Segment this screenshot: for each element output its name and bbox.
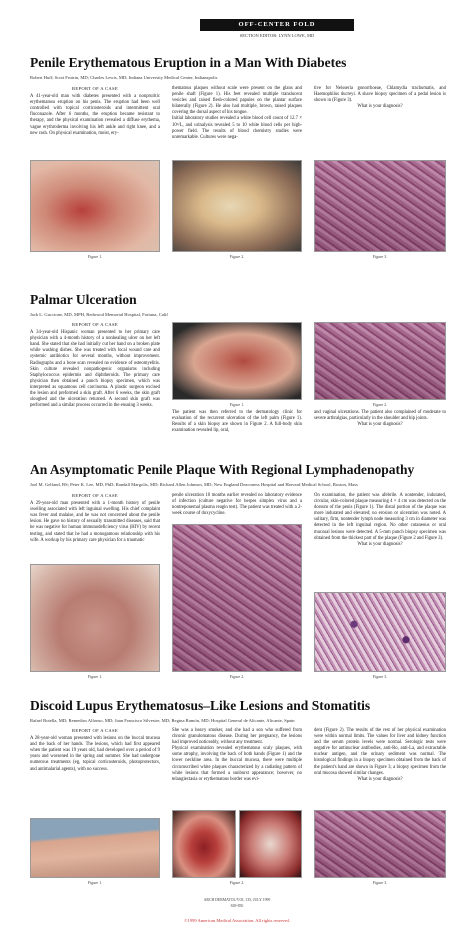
case-2-figure-1 <box>172 322 302 407</box>
case-1-text-2: thematous plaques without scale were present on the glans and penile shaft (Figure 1). His feet revealed multiple translucent vesicles and raised flesh-colored papules on the plantar surface bilaterally (Figure 2). He also had multiple, brown, raised plaques covering the dorsal aspect of his tongue. Initial laboratory studies revealed a white blood cell count of 12.7 × 10⁹/L, and urinalysis revealed 5 to 10 white blood cells per high-power field. The results of blood chemistry studies were unremarkable. Cultures were nega- <box>172 86 302 140</box>
case-3-figure-2 <box>172 524 302 679</box>
case-1-question: What is your diagnosis? <box>357 104 403 110</box>
journal-citation: ARCH DERMATOL/VOL 135, JULY 1999 <box>203 898 271 902</box>
case-1-figure-3 <box>314 160 446 259</box>
case-3-figure-1 <box>30 564 160 679</box>
case-1-authors: Robert Huff; Scott Frutrin, MD; Charles Lewis, MD; Indiana University Medical Center, Indianapolis <box>30 75 218 80</box>
case-4-col-3 <box>314 728 446 783</box>
plantar-lesions-photo <box>172 160 302 252</box>
case-3-col-3 <box>314 493 446 548</box>
case-2-text-1: A 34-year-old Hispanic woman presented to her primary care physician with a 4-month history of a nonhealing ulcer on her left hand. She stated that she had initially cut her hand on a broken plate while washing dishes. She was treated with local wound care and systemic antibiotics for several months, without improvement. Radiographs and a bone scan revealed no evidence of osteomyelitis. Skin culture revealed nonpathogenic organisms including Staphylococcus epidermis and diphtheroids. The primary care physician then obtained a punch biopsy specimen, which was interpreted as squamous cell carcinoma. A plastic surgeon excised the lesion and preformed a skin graft. After 6 weeks, the skin graft sloughed and the ulceration returned. A second skin graft was performed and a similar process occurred in the ensuing 3 weeks. <box>30 330 160 409</box>
case-2-figure-2 <box>314 322 446 407</box>
case-3-text-3: On examination, the patient was afebrile. A nontender, indurated, circular, skin-colored plaque measuring 4 × 4 cm was detected on the dorsum of the penis (Figure 1). The distal portion of the plaque was more indurated and elevated; no erosion or ulceration was noted. A solitary, firm, nontender lymph node measuring 3 cm in diameter was detected in the left inguinal region. No other cutaneous or oral mucosal lesions were detected. A 5-mm punch biopsy specimen was obtained from the thickest part of the plaque (Figure 2 and Figure 3). <box>314 493 446 541</box>
case-4-col-1 <box>30 728 160 773</box>
hand-plaques-photo <box>30 818 160 878</box>
case-4-figure-1-caption: Figure 1. <box>87 880 103 885</box>
case-3-figure-1-caption: Figure 1. <box>87 674 103 679</box>
case-2-col-1 <box>30 322 160 409</box>
case-4-title: Discoid Lupus Erythematosus–Like Lesions and Stomatitis <box>30 698 371 713</box>
hand-biopsy-micrograph <box>314 810 446 878</box>
case-3-col-1 <box>30 493 160 544</box>
case-1-col-3 <box>314 86 446 110</box>
penile-plaque-photo <box>30 564 160 672</box>
case-4-question: What is your diagnosis? <box>357 776 403 782</box>
case-2-title: Palmar Ulceration <box>30 292 137 307</box>
palmar-ulcer-photo <box>172 322 302 400</box>
case-3-question: What is your diagnosis? <box>357 541 403 547</box>
case-3 <box>30 462 448 488</box>
case-2-heading: REPORT OF A CASE <box>72 322 118 327</box>
oral-mucosa-photos <box>172 810 302 878</box>
case-4-authors: Rafael Botella, MD; Remedios Alfonso, MD; Juan Francisco Silvestre, MD; Regina Ramón, MD; Hospital General de Alicante, Alicante, Spain <box>30 718 295 723</box>
tongue-photo <box>239 810 303 878</box>
case-1-figure-3-caption: Figure 3. <box>372 254 388 259</box>
case-2-text-3: and vaginal ulcerations. The patient also complained of moderate to severe arthralgias, particularly in the shoulder and hip joints. <box>314 410 446 422</box>
case-4-figure-1 <box>30 818 160 885</box>
case-3-heading: REPORT OF A CASE <box>72 493 118 498</box>
case-2-figure-1-caption: Figure 1. <box>229 402 245 407</box>
case-3-figure-2-caption: Figure 2. <box>229 674 245 679</box>
case-1-figure-2-caption: Figure 2. <box>229 254 245 259</box>
department-banner: OFF-CENTER FOLD <box>200 19 354 31</box>
case-1-text-3: tive for Neisseria gonorrhoeae, Chlamydia trachomatis, and Haemophilus ducreyi. A shave biopsy specimen of a pedal lesion is shown in (Figure 3). <box>314 86 446 104</box>
case-1-title: Penile Erythematous Eruption in a Man With Diabetes <box>30 55 347 70</box>
plaque-biopsy-micrograph-high <box>314 592 446 672</box>
case-4-figure-3 <box>314 810 446 885</box>
case-1-figure-1-caption: Figure 1. <box>87 254 103 259</box>
case-4-text-2: She was a heavy smoker, and she had a son who suffered from chronic granulomatous disease. During her pregnancy, the lesions had improved noticeably, without any treatment. Physical examination revealed erythematous scaly plaques, with some atrophy, involving the back of both hands (Figure 1) and the lower neckline area. In the buccal mucosa, there were multiple circumscribed white plaques characterized by a radiating pattern of white lesions that formed a sunburst appearance; however, no telangiectasia or erythematous border was evi- <box>172 728 302 782</box>
case-2-text-2: The patient was then referred to the dermatology clinic for evaluation of the recurrent ulceration of the left palm (Figure 1). Results of a skin biopsy are shown in Figure 2. A full-body skin examination revealed lip, oral, <box>172 410 302 434</box>
copyright-notice: ©1999 American Medical Association. All rights reserved. <box>184 918 290 923</box>
case-3-authors: Joel M. Gelfand, BS; Peter K. Lee, MD, PhD; Randall Margolis, MD; Richard Allen Johnson, MD; New England Deaconess Hospital and Harvard Medical School, Boston, Mass <box>30 482 358 487</box>
case-2-question: What is your diagnosis? <box>357 422 403 428</box>
case-2-col-3 <box>314 410 446 428</box>
case-4-heading: REPORT OF A CASE <box>72 728 118 733</box>
case-4-figure-2 <box>172 810 302 885</box>
case-1-col-1 <box>30 86 160 137</box>
case-2 <box>30 292 448 318</box>
case-2-figure-2-caption: Figure 2. <box>372 402 388 407</box>
case-2-authors: Jack L. Guccione, MD, MPH, Redwood Memorial Hospital, Fortuna, Calif <box>30 312 168 317</box>
case-1 <box>30 55 448 81</box>
skin-biopsy-micrograph <box>314 322 446 400</box>
case-4-figure-3-caption: Figure 3. <box>372 880 388 885</box>
section-editor: SECTION EDITOR: LYNN LOWE, MD <box>239 33 315 38</box>
case-3-text-1: A 29-year-old man presented with a 1-month history of penile swelling associated with left inguinal swelling. His chief complaint was fever and malaise, and he was not concerned about the penile lesion. He gave no history of sexually transmitted diseases, said that he was negative for human immunodeficiency virus (HIV) by recent testing, and stated that he had a monogamous relationship with his wife. A workup by his primary care physician for a traumatic <box>30 501 160 543</box>
case-1-figure-1 <box>30 160 160 259</box>
case-1-figure-2 <box>172 160 302 259</box>
case-1-heading: REPORT OF A CASE <box>72 86 118 91</box>
case-4 <box>30 698 448 724</box>
case-4-text-3: dent (Figure 2). The results of the rest of her physical examination were within normal limits. The values for liver and kidney function and the serum protein levels were normal. Serologic tests were negative for antinuclear antibodies, anti-Ro, anti-La, and extractable nuclear antigen, and the urinary sediment was normal. The histological findings in a biopsy specimen obtained from the back of the patient's hand are shown in Figure 3; a biopsy specimen from the oral mucosa showed similar changes. <box>314 728 446 776</box>
page-range: 849-850 <box>230 904 244 908</box>
biopsy-micrograph <box>314 160 446 252</box>
case-3-figure-3-caption: Figure 3. <box>372 674 388 679</box>
buccal-mucosa-photo <box>172 810 236 878</box>
case-1-text-1: A 41-year-old man with diabetes presented with a nonpruritic erythematous eruption on his penis. The eruption had been well controlled with topical corticosteroids and intermittent oral fluconazole. After 6 months, the eruption became resistant to therapy, and the physical examination revealed a diffuse erythema, vague erythroderma involving his left ankle and right knee, and a new rash. On physical examination, moist, ery- <box>30 94 160 136</box>
penile-eruption-photo <box>30 160 160 252</box>
case-4-text-1: A 28-year-old woman presented with lesions on the buccal mucosa and the back of her hands. The lesions, which had first appeared when the patient was 19 years old, had developed over a period of 9 years and worsened in the spring and summer. She had undergone numerous treatments (eg, topical corticosteroids, photoprotectors, and antimalarial agents), with no success. <box>30 736 160 772</box>
case-3-title: An Asymptomatic Penile Plaque With Regional Lymphadenopathy <box>30 462 415 477</box>
case-3-figure-3 <box>314 592 446 679</box>
plaque-biopsy-micrograph-low <box>172 524 302 672</box>
case-4-figure-2-caption: Figure 2. <box>229 880 245 885</box>
case-3-text-2: penile ulceration 10 months earlier revealed no laboratory evidence of infection (culture negative for herpes simplex virus and a nontreponemal plasma reagin test). The patient was treated with a 2-week course of doxycycline. <box>172 493 302 517</box>
